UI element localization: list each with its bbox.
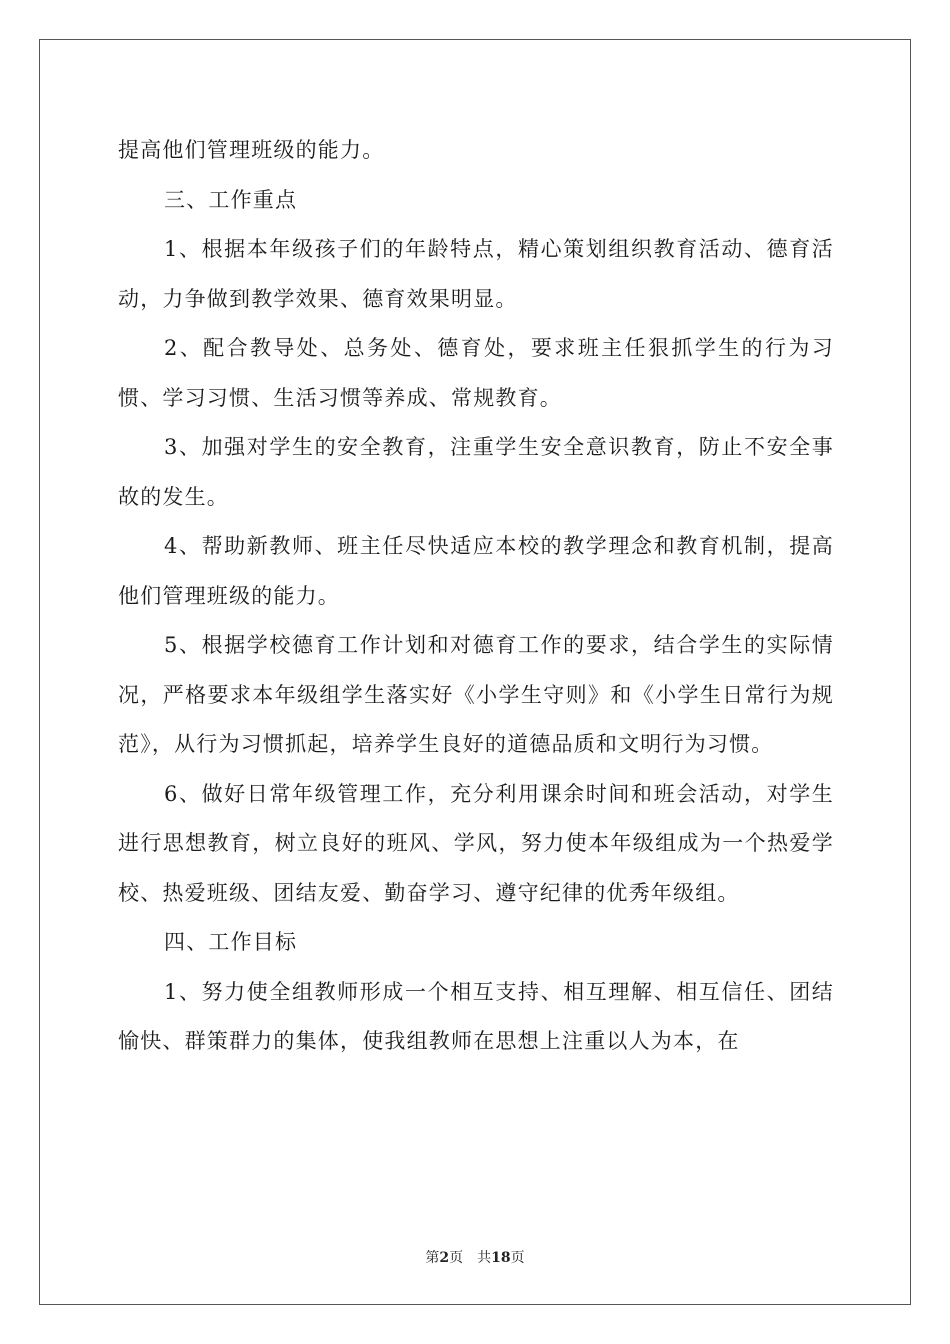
section-heading-work-goals: 四、工作目标 xyxy=(164,930,298,954)
footer-total-prefix: 共 xyxy=(477,1250,492,1266)
footer-page-prefix: 第 xyxy=(425,1250,440,1266)
paragraph-focus-1: 1、根据本年级孩子们的年龄特点，精心策划组织教育活动、德育活动，力争做到教学效果、德育效果明显。 xyxy=(118,237,834,311)
paragraph-focus-5: 5、根据学校德育工作计划和对德育工作的要求，结合学生的实际情况，严格要求本年级组学生落实好《小学生守则》和《小学生日常行为规范》，从行为习惯抓起，培养学生良好的道德品质和文明行为习惯。 xyxy=(118,633,834,756)
paragraph-focus-4: 4、帮助新教师、班主任尽快适应本校的教学理念和教育机制，提高他们管理班级的能力。 xyxy=(118,534,834,608)
footer-total-suffix: 页 xyxy=(510,1250,525,1266)
footer-page-suffix: 页 xyxy=(449,1250,464,1266)
page-footer xyxy=(0,1247,950,1267)
paragraph-focus-3: 3、加强对学生的安全教育，注重学生安全意识教育，防止不安全事故的发生。 xyxy=(118,435,834,509)
section-heading-work-focus: 三、工作重点 xyxy=(164,187,298,212)
paragraph-focus-6: 6、做好日常年级管理工作，充分利用课余时间和班会活动，对学生进行思想教育，树立良好的班风、学风，努力使本年级组成为一个热爱学校、热爱班级、团结友爱、勤奋学习、遵守纪律的优秀年级组。 xyxy=(118,781,834,905)
paragraph-goal-1: 1、努力使全组教师形成一个相互支持、相互理解、相互信任、团结愉快、群策群力的集体，使我组教师在思想上注重以人为本，在 xyxy=(118,979,834,1053)
footer-total-pages: 18 xyxy=(491,1250,511,1266)
paragraph-1: 提高他们管理班级的能力。 xyxy=(118,138,385,162)
document-body xyxy=(118,126,834,1067)
footer-page-number: 2 xyxy=(439,1250,450,1266)
paragraph-focus-2: 2、配合教导处、总务处、德育处，要求班主任狠抓学生的行为习惯、学习习惯、生活习惯等养成、常规教育。 xyxy=(118,336,834,410)
